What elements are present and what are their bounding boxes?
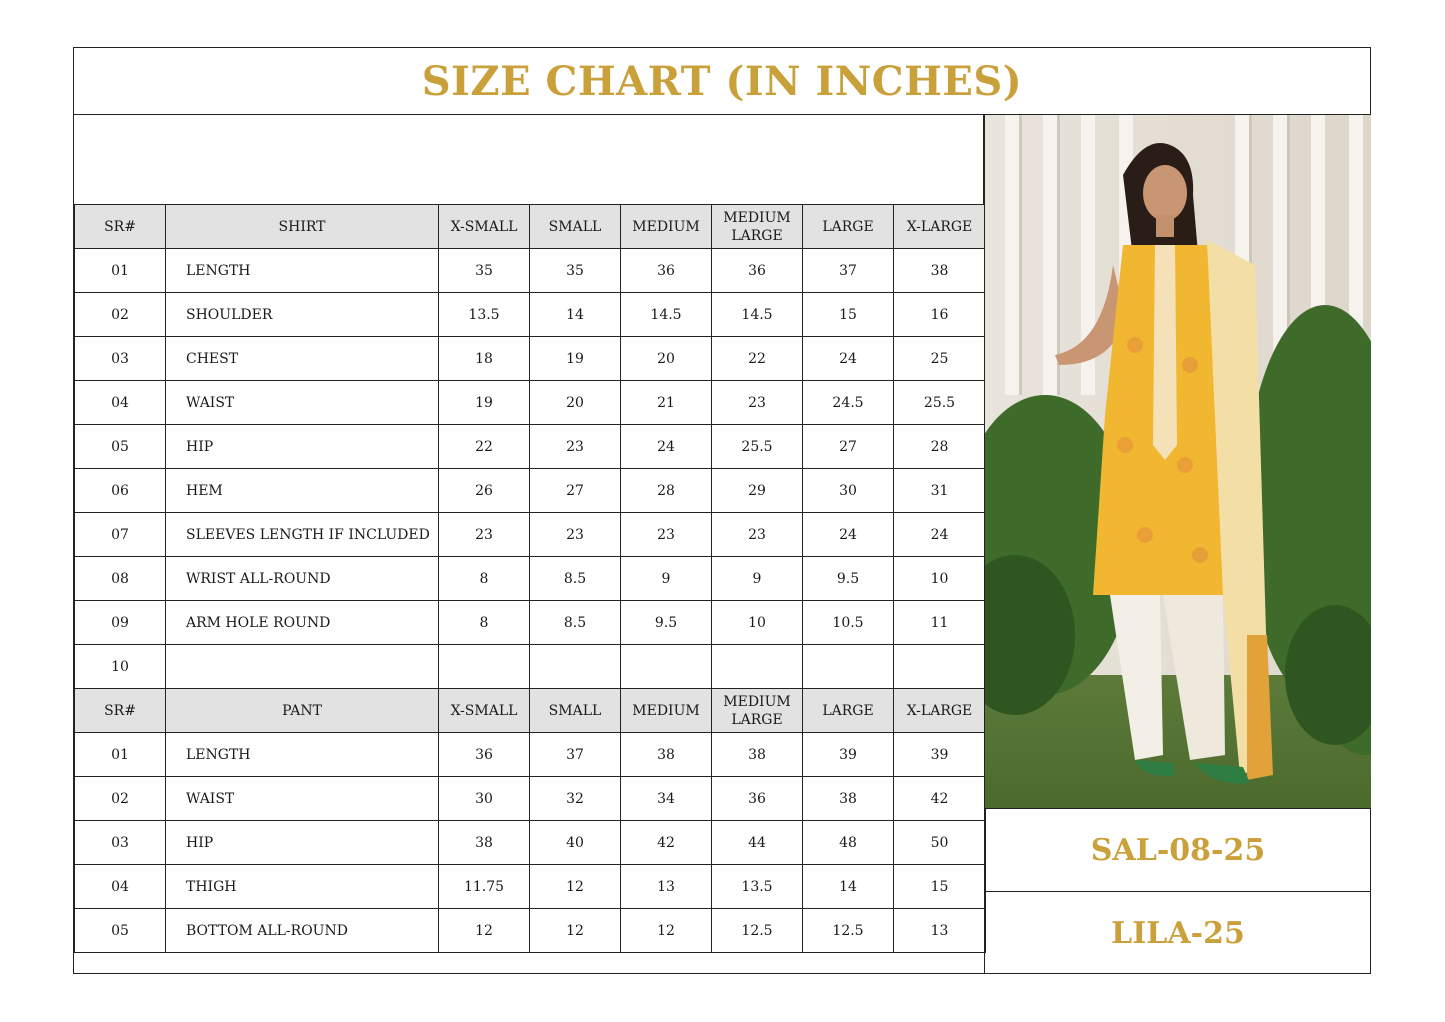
size-value-x-large: 39 [894, 733, 986, 777]
size-value-x-small: 38 [439, 821, 530, 865]
shirt-header-medium-large: MEDIUM LARGE [712, 205, 803, 249]
size-chart-sheet [73, 47, 1371, 974]
size-value-small: 40 [530, 821, 621, 865]
size-value-medium: 13 [621, 865, 712, 909]
size-value-medium-large: 36 [712, 249, 803, 293]
size-value-large: 24.5 [803, 381, 894, 425]
size-value-small: 23 [530, 513, 621, 557]
size-value-medium: 38 [621, 733, 712, 777]
size-value-medium-large: 23 [712, 513, 803, 557]
measurement-label: LENGTH [166, 249, 439, 293]
table-row [75, 381, 986, 425]
pant-header-medium-large: MEDIUM LARGE [712, 689, 803, 733]
table-row [75, 821, 986, 865]
size-value-large: 48 [803, 821, 894, 865]
size-value-small: 14 [530, 293, 621, 337]
size-value-medium-large: 44 [712, 821, 803, 865]
size-value-large: 9.5 [803, 557, 894, 601]
size-table [74, 204, 986, 953]
size-value-medium: 28 [621, 469, 712, 513]
table-row [75, 337, 986, 381]
measurement-label: ARM HOLE ROUND [166, 601, 439, 645]
row-number: 03 [75, 821, 166, 865]
row-number: 05 [75, 909, 166, 953]
size-value-large: 37 [803, 249, 894, 293]
size-value-small [530, 645, 621, 689]
size-value-medium: 34 [621, 777, 712, 821]
size-value-x-large: 24 [894, 513, 986, 557]
row-number: 09 [75, 601, 166, 645]
size-value-large: 30 [803, 469, 894, 513]
measurement-label: WRIST ALL-ROUND [166, 557, 439, 601]
row-number: 01 [75, 249, 166, 293]
size-value-large: 15 [803, 293, 894, 337]
size-value-large: 24 [803, 337, 894, 381]
measurement-label: HEM [166, 469, 439, 513]
size-value-small: 27 [530, 469, 621, 513]
size-value-x-large: 11 [894, 601, 986, 645]
size-value-x-small: 19 [439, 381, 530, 425]
size-value-small: 19 [530, 337, 621, 381]
size-value-small: 8.5 [530, 557, 621, 601]
pant-header-x-small: X-SMALL [439, 689, 530, 733]
size-value-large: 38 [803, 777, 894, 821]
size-value-medium [621, 645, 712, 689]
size-value-small: 23 [530, 425, 621, 469]
shirt-header-large: LARGE [803, 205, 894, 249]
size-value-medium: 23 [621, 513, 712, 557]
size-value-medium: 20 [621, 337, 712, 381]
size-value-large: 24 [803, 513, 894, 557]
row-number: 08 [75, 557, 166, 601]
size-value-x-large: 28 [894, 425, 986, 469]
size-value-medium-large: 22 [712, 337, 803, 381]
size-value-x-large [894, 645, 986, 689]
measurement-label: SHOULDER [166, 293, 439, 337]
size-value-x-large: 50 [894, 821, 986, 865]
size-value-small: 37 [530, 733, 621, 777]
design-code: SAL-08-25 [984, 809, 1371, 892]
page-title: SIZE CHART (IN INCHES) [421, 57, 1023, 105]
size-value-large: 27 [803, 425, 894, 469]
shirt-header-sr: SR# [75, 205, 166, 249]
size-value-large: 10.5 [803, 601, 894, 645]
table-row [75, 293, 986, 337]
size-value-medium: 42 [621, 821, 712, 865]
shirt-header-x-large: X-LARGE [894, 205, 986, 249]
size-value-medium-large: 10 [712, 601, 803, 645]
row-number: 02 [75, 777, 166, 821]
size-value-medium-large: 9 [712, 557, 803, 601]
size-value-x-small: 8 [439, 601, 530, 645]
table-row [75, 249, 986, 293]
row-number: 03 [75, 337, 166, 381]
size-value-small: 35 [530, 249, 621, 293]
measurement-label: HIP [166, 425, 439, 469]
measurement-label: HIP [166, 821, 439, 865]
measurement-label: SLEEVES LENGTH IF INCLUDED [166, 513, 439, 557]
size-value-x-large: 16 [894, 293, 986, 337]
pant-header-medium: MEDIUM [621, 689, 712, 733]
size-value-medium-large [712, 645, 803, 689]
row-number: 04 [75, 865, 166, 909]
row-number: 01 [75, 733, 166, 777]
size-value-medium-large: 13.5 [712, 865, 803, 909]
shirt-header-medium: MEDIUM [621, 205, 712, 249]
measurement-label: WAIST [166, 381, 439, 425]
row-number: 02 [75, 293, 166, 337]
model-photo-illustration [985, 115, 1371, 809]
size-value-x-small: 8 [439, 557, 530, 601]
size-value-medium-large: 36 [712, 777, 803, 821]
table-row [75, 513, 986, 557]
table-row [75, 469, 986, 513]
table-row [75, 557, 986, 601]
pant-header-small: SMALL [530, 689, 621, 733]
size-value-small: 20 [530, 381, 621, 425]
size-value-x-large: 42 [894, 777, 986, 821]
size-value-medium-large: 25.5 [712, 425, 803, 469]
shirt-header-row [75, 205, 986, 249]
table-row [75, 601, 986, 645]
size-value-large [803, 645, 894, 689]
size-value-medium: 9 [621, 557, 712, 601]
size-value-x-small: 18 [439, 337, 530, 381]
size-value-x-large: 25 [894, 337, 986, 381]
size-value-medium: 14.5 [621, 293, 712, 337]
size-value-x-large: 25.5 [894, 381, 986, 425]
size-value-x-large: 10 [894, 557, 986, 601]
row-number: 06 [75, 469, 166, 513]
size-value-medium: 21 [621, 381, 712, 425]
measurement-label: WAIST [166, 777, 439, 821]
row-number: 04 [75, 381, 166, 425]
measurement-label: BOTTOM ALL-ROUND [166, 909, 439, 953]
size-value-x-small: 23 [439, 513, 530, 557]
shirt-header-label: SHIRT [166, 205, 439, 249]
table-row [75, 733, 986, 777]
table-row [75, 645, 986, 689]
size-value-small: 32 [530, 777, 621, 821]
pant-header-large: LARGE [803, 689, 894, 733]
size-value-medium: 36 [621, 249, 712, 293]
pant-header-row [75, 689, 986, 733]
measurement-label: CHEST [166, 337, 439, 381]
blank-header-area [74, 115, 984, 204]
size-value-x-small: 12 [439, 909, 530, 953]
table-row [75, 865, 986, 909]
size-value-small: 8.5 [530, 601, 621, 645]
size-value-x-small: 22 [439, 425, 530, 469]
size-value-medium-large: 14.5 [712, 293, 803, 337]
product-photo [984, 115, 1371, 809]
row-number: 10 [75, 645, 166, 689]
table-row [75, 425, 986, 469]
pant-header-label: PANT [166, 689, 439, 733]
size-value-x-small: 36 [439, 733, 530, 777]
row-number: 07 [75, 513, 166, 557]
size-value-large: 39 [803, 733, 894, 777]
size-value-small: 12 [530, 865, 621, 909]
size-value-medium: 9.5 [621, 601, 712, 645]
size-value-medium: 12 [621, 909, 712, 953]
row-number: 05 [75, 425, 166, 469]
title-bar [74, 48, 1370, 115]
collection-code: LILA-25 [984, 892, 1371, 974]
size-value-x-large: 13 [894, 909, 986, 953]
size-value-x-small [439, 645, 530, 689]
size-value-x-large: 31 [894, 469, 986, 513]
table-row [75, 777, 986, 821]
size-value-x-small: 13.5 [439, 293, 530, 337]
size-value-x-small: 35 [439, 249, 530, 293]
size-value-x-small: 26 [439, 469, 530, 513]
size-value-medium-large: 29 [712, 469, 803, 513]
size-value-x-large: 38 [894, 249, 986, 293]
pant-header-x-large: X-LARGE [894, 689, 986, 733]
measurement-label: THIGH [166, 865, 439, 909]
size-value-medium-large: 23 [712, 381, 803, 425]
measurement-label [166, 645, 439, 689]
size-value-medium-large: 38 [712, 733, 803, 777]
measurement-label: LENGTH [166, 733, 439, 777]
size-value-x-small: 30 [439, 777, 530, 821]
size-value-medium: 24 [621, 425, 712, 469]
size-value-small: 12 [530, 909, 621, 953]
size-value-x-large: 15 [894, 865, 986, 909]
size-value-x-small: 11.75 [439, 865, 530, 909]
size-value-medium-large: 12.5 [712, 909, 803, 953]
shirt-header-x-small: X-SMALL [439, 205, 530, 249]
size-value-large: 14 [803, 865, 894, 909]
size-value-large: 12.5 [803, 909, 894, 953]
pant-header-sr: SR# [75, 689, 166, 733]
table-row [75, 909, 986, 953]
shirt-header-small: SMALL [530, 205, 621, 249]
